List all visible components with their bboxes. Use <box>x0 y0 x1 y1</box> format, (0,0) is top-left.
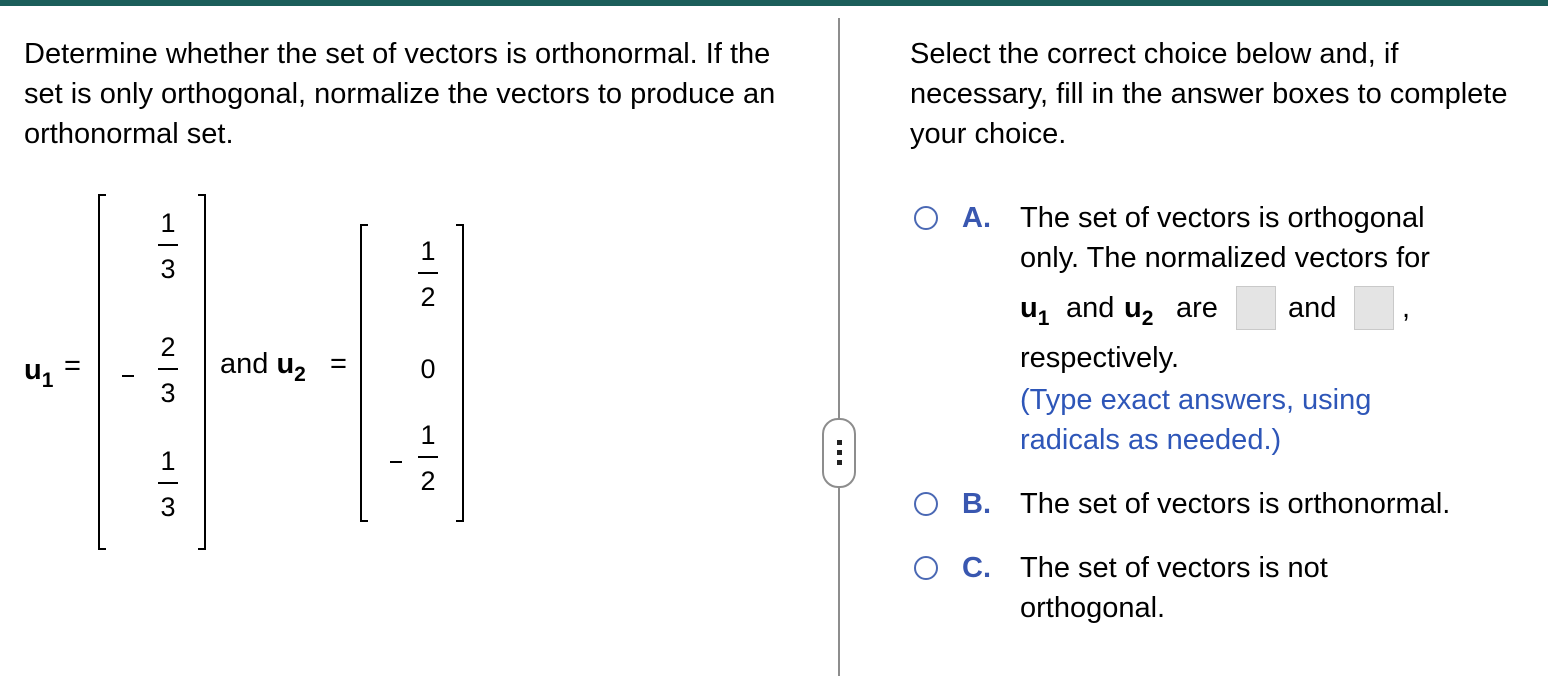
choice-a-hint-line-1: (Type exact answers, using <box>1020 384 1372 416</box>
question-prompt: Determine whether the set of vectors is orthonormal. If the set is only orthogonal, normalize the vectors to produce an orthonormal set. <box>24 38 776 150</box>
u1-right-bracket <box>198 194 206 550</box>
choice-b-radio[interactable] <box>914 492 938 516</box>
normalized-u2-answer-box[interactable] <box>1354 286 1394 330</box>
choice-a-line-2: only. The normalized vectors for <box>1020 242 1430 274</box>
choice-a-and-2: and <box>1288 292 1337 324</box>
u1-label: $u_1$ <box>24 354 54 392</box>
normalized-u1-answer-box[interactable] <box>1236 286 1276 330</box>
choice-a-and-1: and <box>1066 292 1115 324</box>
u2-right-bracket <box>456 224 464 522</box>
answer-instructions: Select the correct choice below and, if necessary, fill in the answer boxes to complete your choice. <box>910 38 1508 150</box>
choice-a-hint-line-2: radicals as needed.) <box>1020 424 1282 456</box>
u2-left-bracket <box>360 224 368 522</box>
choice-c-line-1: The set of vectors is not <box>1020 552 1328 584</box>
panel-divider <box>838 18 840 676</box>
answer-panel <box>842 6 1548 676</box>
u2-entry-2: 0 <box>420 354 436 384</box>
u1-entry-2-minus-sign <box>122 375 134 377</box>
choice-c-line-2: orthogonal. <box>1020 592 1166 624</box>
question-panel: Determine whether the set of vectors is orthonormal. If the set is only orthogonal, normalize the vectors to produce an orthonormal set. $u_1$ = 1 3 2 3 1 3 and $u_2$ = 1 2 0 1 2 <box>0 6 838 676</box>
choice-b-text: The set of vectors is orthonormal. <box>1020 488 1451 520</box>
choice-a-u1-label: $u_1$ <box>1020 292 1050 330</box>
choice-a-comma: , <box>1402 292 1411 324</box>
u2-equals: = <box>330 348 347 380</box>
choice-a-u2-label: $u_2$ <box>1124 292 1154 330</box>
choice-c-letter: C. <box>962 552 991 584</box>
choice-a-line-1: The set of vectors is orthogonal <box>1020 202 1425 234</box>
u1-left-bracket <box>98 194 106 550</box>
choice-b-letter: B. <box>962 488 991 520</box>
u2-entry-3-minus-sign <box>390 461 402 463</box>
u1-equals: = <box>64 350 81 382</box>
choice-c-radio[interactable] <box>914 556 938 580</box>
choice-a-line-4: respectively. <box>1020 342 1180 374</box>
choice-a-letter: A. <box>962 202 991 234</box>
and-u2-label: and $u_2$ <box>220 348 306 386</box>
choice-a-radio[interactable] <box>914 206 938 230</box>
choice-a-are: are <box>1176 292 1218 324</box>
